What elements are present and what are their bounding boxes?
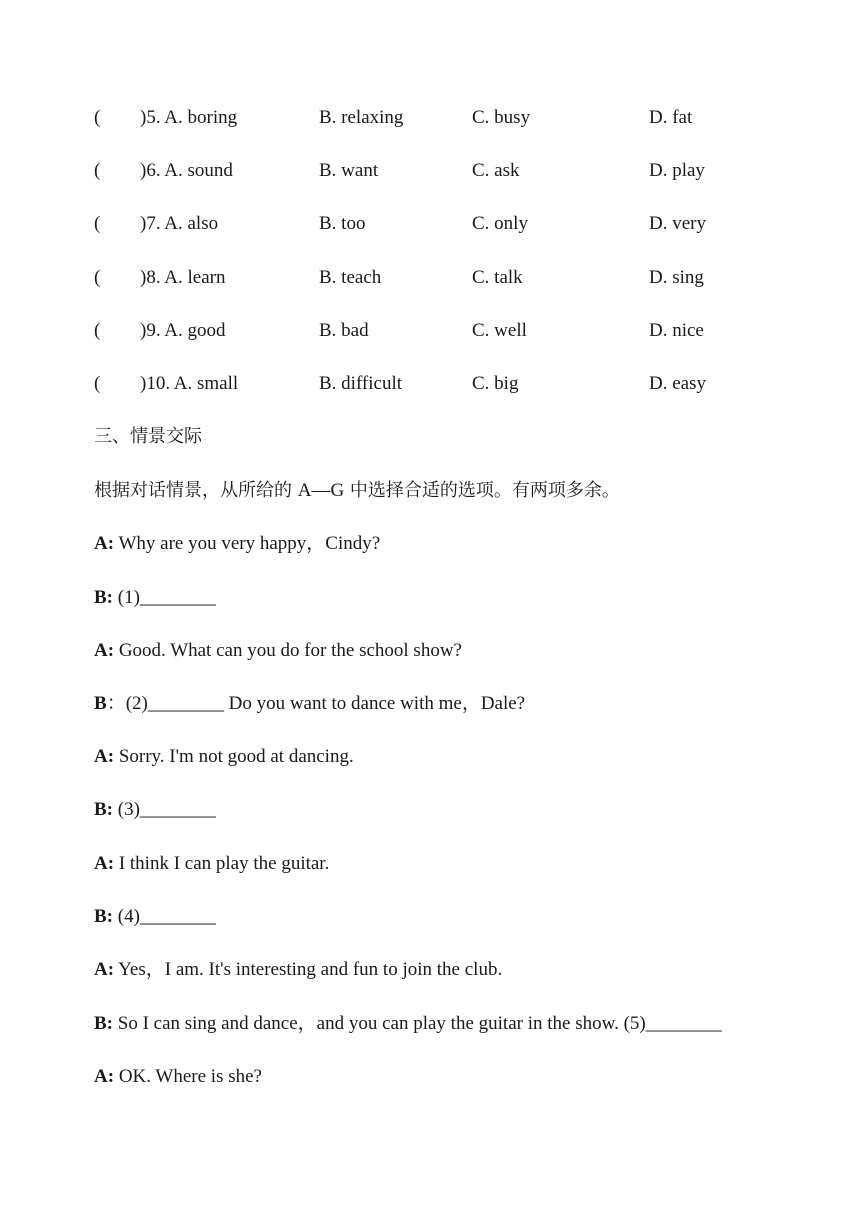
answer-blank: (: [94, 213, 101, 234]
question-row-6: [94, 156, 794, 186]
answer-blank: (: [94, 160, 101, 181]
option-d: D. easy: [649, 373, 706, 394]
dialogue-text: (4)________: [113, 906, 216, 927]
answer-blank: (: [94, 373, 101, 394]
question-row-8: [94, 263, 794, 293]
speaker-label: B:: [94, 799, 113, 820]
dialogue-line-8: [94, 902, 216, 932]
speaker-label: A:: [94, 1066, 115, 1087]
option-c: C. only: [472, 213, 528, 234]
option-d: D. fat: [649, 107, 693, 128]
speaker-label: A:: [94, 533, 115, 554]
dialogue-text: OK. Where is she?: [114, 1066, 262, 1087]
option-b: B. teach: [319, 267, 382, 288]
section-instruction: [94, 476, 620, 506]
dialogue-text: Good. What can you do for the school show?: [114, 640, 462, 661]
option-c: C. busy: [472, 107, 531, 128]
option-d: D. sing: [649, 267, 704, 288]
option-b: B. difficult: [319, 373, 403, 394]
dialogue-text: (1)________: [113, 587, 216, 608]
option-c: C. well: [472, 320, 527, 341]
instruction-range: A—G: [297, 480, 345, 501]
option-c: C. ask: [472, 160, 520, 181]
option-a: )10. A. small: [140, 373, 239, 394]
dialogue-line-4: [94, 689, 525, 719]
section-heading: 三、情景交际: [94, 426, 202, 447]
question-row-5: [94, 103, 794, 133]
option-b: B. bad: [319, 320, 369, 341]
answer-blank: (: [94, 107, 101, 128]
instruction-text-1: 根据对话情景，从所给的: [94, 480, 298, 501]
dialogue-line-2: [94, 583, 216, 613]
speaker-label: A:: [94, 959, 115, 980]
dialogue-text: So I can sing and dance，and you can play the guitar in the show. (5)________: [113, 1013, 722, 1034]
speaker-label: A:: [94, 640, 115, 661]
dialogue-line-1: [94, 529, 380, 559]
dialogue-line-7: [94, 849, 329, 879]
option-b: B. too: [319, 213, 366, 234]
question-row-7: [94, 209, 794, 239]
option-a: )5. A. boring: [140, 107, 238, 128]
option-d: D. play: [649, 160, 705, 181]
speaker-label: B:: [94, 906, 113, 927]
dialogue-line-3: [94, 636, 462, 666]
dialogue-line-6: [94, 795, 216, 825]
option-b: B. want: [319, 160, 379, 181]
option-a: )9. A. good: [140, 320, 226, 341]
dialogue-text: ：(2)________ Do you want to dance with me，Dale?: [106, 693, 526, 714]
speaker-label: B:: [94, 587, 113, 608]
question-row-10: [94, 369, 794, 399]
option-d: D. very: [649, 213, 706, 234]
speaker-label: A:: [94, 746, 115, 767]
option-b: B. relaxing: [319, 107, 404, 128]
dialogue-text: I think I can play the guitar.: [114, 853, 330, 874]
dialogue-text: (3)________: [113, 799, 216, 820]
dialogue-text: Sorry. I'm not good at dancing.: [114, 746, 354, 767]
speaker-label: B:: [94, 1013, 113, 1034]
dialogue-text: Yes，I am. It's interesting and fun to join the club.: [114, 959, 503, 980]
option-a: )7. A. also: [140, 213, 219, 234]
speaker-label: A:: [94, 853, 115, 874]
answer-blank: (: [94, 267, 101, 288]
option-d: D. nice: [649, 320, 704, 341]
dialogue-text: Why are you very happy，Cindy?: [114, 533, 381, 554]
dialogue-line-11: [94, 1062, 262, 1092]
speaker-label: B: [94, 693, 107, 714]
option-c: C. big: [472, 373, 519, 394]
option-a: )8. A. learn: [140, 267, 226, 288]
dialogue-line-5: [94, 742, 354, 772]
dialogue-line-10: [94, 1009, 722, 1039]
dialogue-line-9: [94, 955, 502, 985]
option-c: C. talk: [472, 267, 523, 288]
instruction-text-2: 中选择合适的选项。有两项多余。: [344, 480, 620, 501]
answer-blank: (: [94, 320, 101, 341]
question-row-9: [94, 316, 794, 346]
option-a: )6. A. sound: [140, 160, 233, 181]
